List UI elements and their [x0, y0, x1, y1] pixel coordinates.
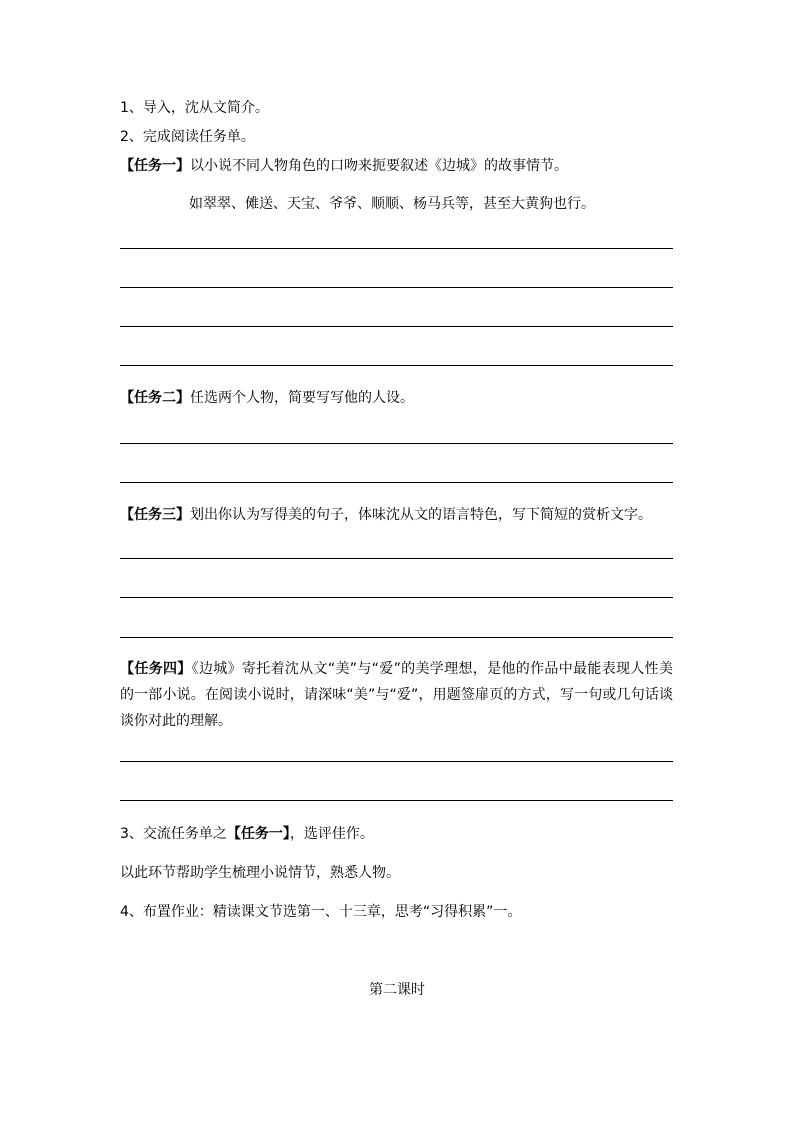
task-2-text: 任选两个人物，简要写写他的人设。: [190, 390, 414, 406]
step-4: 4、布置作业：精读课文节选第一、十三章，思考“习得积累”一。: [120, 904, 522, 920]
task-1-tag: 【任务一】: [120, 158, 190, 174]
answer-line: [120, 287, 673, 288]
step-1: 1、导入，沈从文简介。: [120, 100, 269, 116]
task-4-tag: 【任务四】: [120, 661, 192, 677]
step-3-rest: ，选评佳作。: [289, 826, 374, 842]
task-2-tag: 【任务二】: [120, 390, 190, 406]
task-4-paragraph: [120, 656, 673, 734]
answer-line: [120, 482, 673, 483]
step-3-note: 以此环节帮助学生梳理小说情节，熟悉人物。: [120, 865, 400, 881]
step-3-label: 3、交流任务单之: [120, 826, 227, 842]
task-1-hint: 如翠翠、傩送、天宝、爷爷、顺顺、杨马兵等，甚至大黄狗也行。: [189, 196, 595, 212]
answer-line: [120, 558, 673, 559]
section-title: 第二课时: [369, 982, 425, 998]
answer-line: [120, 637, 673, 638]
answer-line: [120, 597, 673, 598]
step-3-tag: 【任务一】: [226, 826, 290, 842]
answer-line: [120, 365, 673, 366]
answer-line: [120, 443, 673, 444]
answer-line: [120, 800, 673, 801]
task-3-text: 划出你认为写得美的句子，体味沈从文的语言特色，写下简短的赏析文字。: [190, 507, 652, 523]
task-1-heading: [120, 158, 568, 174]
task-1-text: 以小说不同人物角色的口吻来扼要叙述《边城》的故事情节。: [190, 158, 568, 174]
step-2: 2、完成阅读任务单。: [120, 129, 255, 145]
task-4-text: 《边城》寄托着沈从文“美”与“爱”的美学理想，是他的作品中最能表现人性美的一部小说。在阅读小说时，请深味“美”与“爱”，用题签扉页的方式，写一句或几句话谈谈你对此的理解。: [120, 661, 673, 729]
task-3-heading: [120, 507, 652, 523]
answer-line: [120, 248, 673, 249]
task-3-tag: 【任务三】: [120, 507, 190, 523]
task-2-heading: [120, 390, 414, 406]
answer-line: [120, 326, 673, 327]
answer-line: [120, 761, 673, 762]
step-3: [120, 826, 374, 842]
